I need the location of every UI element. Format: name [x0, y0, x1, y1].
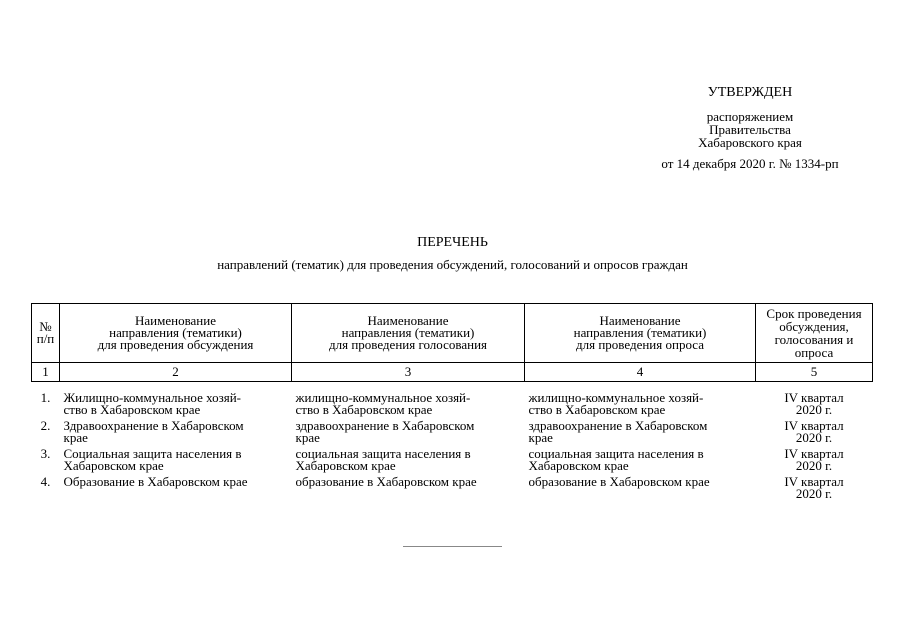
header-voting: Наименование направления (тематики) для проведения голосования — [292, 304, 525, 363]
document-subtitle: направлений (тематик) для проведения обсуждений, голосований и опросов граждан — [217, 257, 688, 272]
survey-topic: социальная защита населения в Хабаровском крае — [528, 446, 704, 473]
table-row — [32, 392, 873, 420]
survey-topic: здравоохранение в Хабаровском крае — [528, 418, 708, 445]
discussion-topic: Социальная защита населения в Хабаровском крае — [63, 446, 242, 473]
table-row — [32, 448, 873, 476]
column-number: 4 — [525, 363, 756, 382]
end-divider — [403, 546, 502, 547]
discussion-topic: Здравоохранение в Хабаровском крае — [63, 418, 244, 445]
period: IV квартал 2020 г. — [784, 446, 844, 473]
document-title: ПЕРЕЧЕНЬ — [417, 235, 488, 250]
approval-heading: УТВЕРЖДЕН — [707, 85, 793, 100]
approval-line-2: Правительства — [709, 122, 791, 137]
period: IV квартал 2020 г. — [784, 418, 844, 445]
voting-topic: социальная защита населения в Хабаровском крае — [295, 446, 471, 473]
row-number: 2. — [40, 418, 51, 433]
row-number: 1. — [40, 390, 51, 405]
survey-topic: образование в Хабаровском крае — [528, 474, 710, 489]
table-row — [32, 476, 873, 504]
topics-table — [31, 303, 873, 504]
approval-line-3: Хабаровского края — [698, 135, 802, 150]
column-number: 2 — [60, 363, 292, 382]
column-number: 1 — [32, 363, 60, 382]
voting-topic: здравоохранение в Хабаровском крае — [295, 418, 475, 445]
period: IV квартал 2020 г. — [784, 390, 844, 417]
voting-topic: жилищно-коммунальное хозяй- ство в Хабаровском крае — [295, 390, 471, 417]
discussion-topic: Образование в Хабаровском крае — [63, 474, 248, 489]
header-discussion: Наименование направления (тематики) для проведения обсуждения — [60, 304, 292, 363]
table-row — [32, 420, 873, 448]
approval-block — [620, 86, 880, 170]
header-survey: Наименование направления (тематики) для проведения опроса — [525, 304, 756, 363]
survey-topic: жилищно-коммунальное хозяй- ство в Хабаровском крае — [528, 390, 704, 417]
header-number: № п/п — [32, 304, 60, 363]
voting-topic: образование в Хабаровском крае — [295, 474, 477, 489]
header-period: Срок проведения обсуждения, голосования и опроса — [756, 304, 873, 363]
discussion-topic: Жилищно-коммунальное хозяй- ство в Хабаровском крае — [63, 390, 242, 417]
period: IV квартал 2020 г. — [784, 474, 844, 501]
column-number: 3 — [292, 363, 525, 382]
column-numbers-row — [32, 363, 873, 382]
table-header-row — [32, 304, 873, 363]
column-number: 5 — [756, 363, 873, 382]
row-number: 4. — [40, 474, 51, 489]
row-number: 3. — [40, 446, 51, 461]
approval-line-1: распоряжением — [706, 109, 794, 124]
approval-date: от 14 декабря 2020 г. № 1334-рп — [661, 156, 839, 171]
